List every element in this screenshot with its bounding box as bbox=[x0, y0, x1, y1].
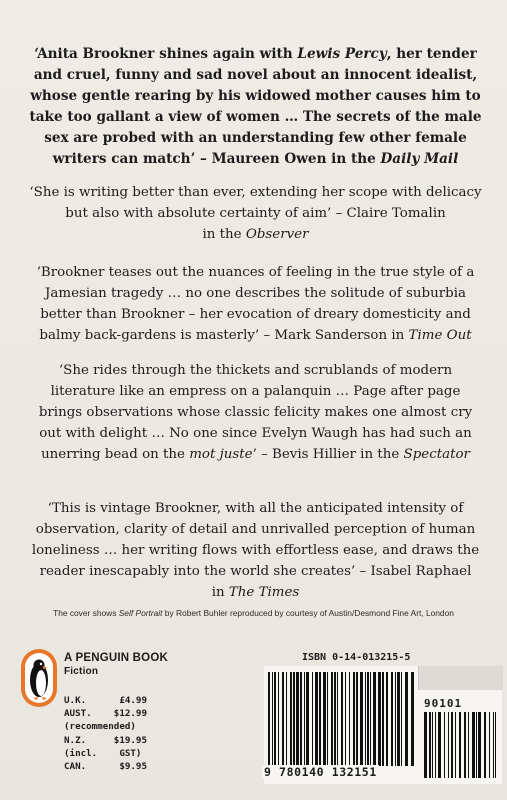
quote-text: observation, clarity of detail and unrivalled perception of human bbox=[35, 522, 476, 537]
barcode-addon-bar bbox=[493, 712, 494, 778]
barcode-addon-bar bbox=[495, 712, 496, 778]
barcode-bar bbox=[300, 672, 302, 766]
quote-line bbox=[20, 182, 491, 203]
quote-text: ‘She rides through the thickets and scrublands of modern bbox=[58, 363, 453, 378]
credit-prefix: The cover shows bbox=[53, 608, 119, 618]
quote-text: in bbox=[211, 585, 229, 600]
quote-line bbox=[20, 325, 491, 346]
quote-text: balmy back-gardens is masterly’ – Mark Sanderson in bbox=[39, 328, 409, 343]
barcode-bar bbox=[274, 672, 276, 766]
barcode-bar bbox=[268, 672, 270, 766]
barcode-bar bbox=[315, 672, 318, 766]
review-quote-4 bbox=[20, 360, 491, 465]
quote-text: ’ – Bevis Hillier in the bbox=[252, 447, 404, 462]
price-row: CAN. $9.95 bbox=[64, 761, 147, 773]
quote-text: ‘She is writing better than ever, extending her scope with delicacy bbox=[29, 185, 482, 200]
barcode-addon-bar bbox=[432, 712, 433, 778]
quote-title: The Times bbox=[228, 585, 300, 600]
barcode-addon-bar bbox=[429, 712, 431, 778]
barcode-bar bbox=[349, 672, 350, 766]
quote-text: out with delight … No one since Evelyn Waugh has had such an bbox=[39, 426, 472, 441]
quote-line bbox=[20, 44, 491, 65]
barcode-bar bbox=[382, 672, 384, 766]
barcode-bar bbox=[397, 672, 400, 766]
quote-text: writers can match’ – Maureen Owen in the bbox=[52, 151, 381, 167]
barcode-bar bbox=[341, 672, 343, 766]
price-row: U.K. £4.99 bbox=[64, 695, 147, 706]
barcode-digits: 9 780140 132151 bbox=[264, 765, 377, 779]
quote-text: Jamesian tragedy … no one describes the solitude of suburbia bbox=[45, 286, 466, 301]
barcode-bar bbox=[306, 672, 309, 766]
barcode-bar bbox=[290, 672, 292, 766]
barcode-addon-bar bbox=[484, 712, 486, 778]
quote-text: take too gallant a view of women … The secrets of the male bbox=[29, 109, 482, 125]
quote-line bbox=[20, 283, 491, 304]
barcode-addon-bar bbox=[435, 712, 436, 778]
barcode-bar bbox=[293, 672, 295, 766]
quote-text: and cruel, funny and sad novel about an innocent idealist, bbox=[33, 67, 478, 83]
review-quote-1 bbox=[20, 44, 491, 170]
barcode-addon-bar bbox=[424, 712, 427, 778]
quote-text: , her tender bbox=[386, 46, 477, 62]
barcode-addon-code: 90101 bbox=[424, 697, 463, 710]
barcode-addon-bar bbox=[448, 712, 449, 778]
quote-line bbox=[20, 107, 491, 128]
price-row: (incl. GST) bbox=[64, 747, 142, 759]
barcode-bar bbox=[395, 672, 396, 766]
quote-line bbox=[20, 262, 491, 283]
quote-text: unerring bead on the bbox=[41, 447, 190, 462]
price-row: N.Z. $19.95 bbox=[64, 734, 147, 746]
barcode-bar bbox=[319, 672, 321, 766]
barcode-addon-bar bbox=[459, 712, 461, 778]
penguin-logo-icon bbox=[20, 648, 58, 708]
quote-line bbox=[20, 128, 491, 149]
barcode-bar bbox=[367, 672, 369, 766]
review-quote-5 bbox=[20, 498, 491, 603]
quote-line bbox=[20, 519, 491, 540]
barcode-bar bbox=[337, 672, 338, 766]
cover-credit bbox=[0, 608, 507, 618]
quote-line bbox=[20, 304, 491, 325]
quote-line bbox=[20, 360, 491, 381]
quote-text: but also with absolute certainty of aim’ – Claire Tomalin bbox=[65, 206, 446, 221]
credit-suffix: by Robert Buhler reproduced by courtesy of Austin/Desmond Fine Art, London bbox=[162, 608, 454, 618]
quote-line bbox=[20, 402, 491, 423]
quote-text: whose gentle rearing by his widowed mother causes him to bbox=[30, 88, 481, 104]
quote-line bbox=[20, 582, 491, 603]
barcode-addon-bar bbox=[455, 712, 456, 778]
quote-text: literature like an empress on a palanquin … Page after page bbox=[50, 384, 461, 399]
barcode-price-strip bbox=[418, 666, 503, 690]
quote-text: reader inescapably into the world she creates’ – Isabel Raphael bbox=[39, 564, 472, 579]
barcode-addon-bar bbox=[438, 712, 441, 778]
quote-line bbox=[20, 65, 491, 86]
barcode-bar bbox=[278, 672, 279, 766]
barcode-addon-bar bbox=[444, 712, 445, 778]
barcode-bar bbox=[386, 672, 388, 766]
quote-title: Observer bbox=[245, 227, 309, 242]
quote-line bbox=[20, 224, 491, 245]
barcode-addon-bar bbox=[472, 712, 475, 778]
quote-line bbox=[20, 149, 491, 170]
barcode-bar bbox=[373, 672, 376, 766]
barcode-bar bbox=[378, 672, 381, 766]
quote-title: Time Out bbox=[408, 328, 472, 343]
barcode-bar bbox=[360, 672, 363, 766]
quote-line bbox=[20, 203, 491, 224]
barcode-addon-bar bbox=[451, 712, 453, 778]
barcode-bar bbox=[272, 672, 273, 766]
barcode-bar bbox=[401, 672, 402, 766]
isbn-label: ISBN 0-14-013215-5 bbox=[302, 652, 411, 663]
quote-text: ‘Brookner teases out the nuances of feeling in the true style of a bbox=[36, 265, 475, 280]
barcode-bar bbox=[286, 672, 287, 766]
barcode-bar bbox=[391, 672, 393, 766]
quote-title: Lewis Percy bbox=[297, 46, 387, 62]
quote-line bbox=[20, 423, 491, 444]
quote-title: Daily Mail bbox=[380, 151, 459, 167]
credit-work: Self Portrait bbox=[118, 608, 163, 618]
quote-line bbox=[20, 381, 491, 402]
review-quote-2 bbox=[20, 182, 491, 245]
publisher-block bbox=[64, 652, 168, 677]
quote-text: brings observations whose classic felicity makes one almost cry bbox=[38, 405, 473, 420]
barcode-bar bbox=[323, 672, 326, 766]
genre-label: Fiction bbox=[64, 666, 99, 677]
price-list bbox=[64, 694, 147, 773]
barcode-bar bbox=[405, 672, 408, 766]
quote-text: sex are probed with an understanding few other female bbox=[44, 130, 467, 146]
review-quote-3 bbox=[20, 262, 491, 346]
barcode-bar bbox=[353, 672, 355, 766]
price-row: AUST. $12.99 bbox=[64, 708, 147, 720]
quote-line bbox=[20, 444, 491, 465]
quote-line bbox=[20, 86, 491, 107]
quote-line bbox=[20, 540, 491, 561]
quote-text: loneliness … her writing flows with effortless ease, and draws the bbox=[31, 543, 480, 558]
quote-text: in the bbox=[202, 227, 246, 242]
barcode-bar bbox=[411, 672, 414, 766]
barcode-bar bbox=[296, 672, 299, 766]
barcode-addon-bar bbox=[476, 712, 477, 778]
quote-title: Spectator bbox=[403, 447, 470, 462]
barcode-bar bbox=[356, 672, 358, 766]
barcode-addon-bar bbox=[464, 712, 466, 778]
barcode-bar bbox=[327, 672, 328, 766]
barcode-addon-bar bbox=[478, 712, 481, 778]
quote-text: better than Brookner – her evocation of dreary domesticity and bbox=[40, 307, 471, 322]
barcode-bar bbox=[365, 672, 366, 766]
quote-line bbox=[20, 498, 491, 519]
barcode-bar bbox=[334, 672, 336, 766]
barcode-bar bbox=[312, 672, 313, 766]
barcode-addon-bar bbox=[489, 712, 490, 778]
publisher-name: A PENGUIN BOOK bbox=[64, 652, 168, 664]
quote-line bbox=[20, 561, 491, 582]
barcode-bar bbox=[331, 672, 333, 766]
barcode-bar bbox=[282, 672, 284, 766]
quote-text: ‘This is vintage Brookner, with all the anticipated intensity of bbox=[47, 501, 464, 516]
barcode-bar bbox=[345, 672, 346, 766]
quote-text: ‘Anita Brookner shines again with bbox=[34, 46, 298, 62]
barcode-bar bbox=[304, 672, 305, 766]
quote-title: mot juste bbox=[189, 447, 253, 462]
barcode-addon-bar bbox=[468, 712, 469, 778]
barcode-bar bbox=[370, 672, 371, 766]
price-row: (recommended) bbox=[64, 721, 136, 733]
